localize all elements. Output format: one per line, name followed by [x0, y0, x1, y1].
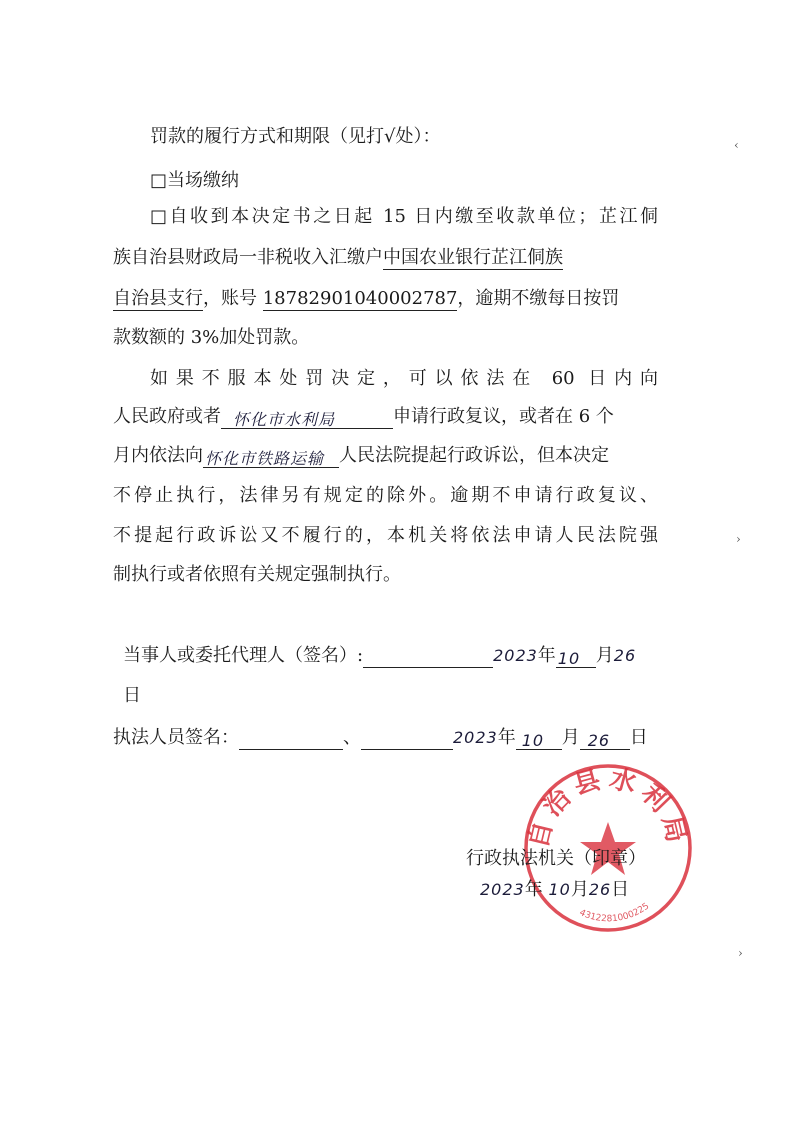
party-signature-row: [123, 644, 636, 668]
option-transfer-line-1: □自收到本决定书之日起 15 日内缴至收款单位；芷江侗: [150, 206, 658, 227]
seal-name: 自治县水利局: [523, 763, 693, 852]
scan-mark-3: ›: [738, 946, 743, 960]
scan-mark-1: ‹: [734, 138, 739, 152]
bank-name-part-2: 自治县支行: [113, 288, 203, 309]
authority-year-handwritten: 2023: [480, 880, 525, 899]
account-label: ，账号: [203, 288, 257, 309]
authority-date-row: [480, 878, 629, 902]
party-signature-blank: [363, 647, 493, 668]
officer-month-suffix: 月: [561, 727, 580, 748]
officer-signature-blank-1: [239, 729, 343, 750]
officer-year-suffix: 年: [497, 727, 516, 748]
party-year-suffix: 年: [537, 645, 556, 666]
authority-month-suffix: 月: [570, 879, 589, 900]
authority-month-handwritten: 10: [548, 880, 571, 899]
appeal-line-6: 制执行或者依照有关规定强制执行。: [113, 564, 401, 585]
officer-signature-blank-2: [361, 729, 453, 750]
officer-day-handwritten: 26: [580, 729, 630, 750]
authority-year-suffix: 年: [524, 879, 543, 900]
authority-seal-label: 行政执法机关（印章）: [466, 848, 646, 869]
officer-year-handwritten: 2023: [453, 728, 498, 747]
party-month-suffix: 月: [595, 645, 614, 666]
party-signature-label: 当事人或委托代理人（签名）:: [123, 645, 364, 666]
payment-heading: 罚款的履行方式和期限（见打√处）：: [150, 126, 441, 147]
appeal-line-3-suffix: 人民法院提起行政诉讼，但本决定: [339, 445, 609, 466]
appeal-line-1: 如果不服本处罚决定，可以依法在 60 日内向: [150, 368, 658, 389]
appeal-line-2-prefix: 人民政府或者: [113, 406, 221, 427]
appeal-line-3: [113, 444, 609, 468]
account-number: 18782901040002787: [262, 288, 458, 309]
option-transfer-line-2-text: 族自治县财政局一非税收入汇缴户: [113, 247, 383, 268]
party-year-handwritten: 2023: [493, 646, 538, 665]
officer-month-handwritten: 10: [516, 729, 562, 750]
appeal-line-3-prefix: 月内依法向: [113, 445, 203, 466]
review-body-handwritten: 怀化市水利局: [221, 408, 393, 429]
seal-code: 4312281000225: [577, 901, 652, 925]
court-name-handwritten: 怀化市铁路运输: [203, 447, 339, 468]
appeal-line-2-suffix: 申请行政复议，或者在 6 个: [393, 406, 614, 427]
authority-day-suffix: 日: [611, 879, 630, 900]
appeal-line-4: 不停止执行，法律另有规定的除外。逾期不申请行政复议、: [113, 485, 658, 506]
option-transfer-line-2: [113, 246, 658, 270]
officer-signature-label: 执法人员签名：: [113, 727, 239, 748]
appeal-line-5: 不提起行政诉讼又不履行的，本机关将依法申请人民法院强: [113, 525, 658, 546]
party-month-handwritten: 10: [556, 647, 596, 668]
party-day-handwritten: 26: [613, 646, 637, 665]
officer-day-suffix: 日: [629, 727, 648, 748]
bank-name-part-1: 中国农业银行芷江侗族: [383, 247, 563, 268]
officer-signature-row: [113, 726, 648, 750]
option-transfer-line-3: [113, 287, 619, 311]
party-day-suffix: 日: [123, 685, 141, 706]
officer-separator: 、: [343, 727, 361, 748]
scan-mark-2: ›: [736, 532, 741, 546]
authority-day-handwritten: 26: [588, 880, 612, 899]
option-transfer-line-3-tail: ，逾期不缴每日按罚: [457, 288, 620, 309]
option-onsite-payment: □当场缴纳: [150, 170, 240, 191]
option-transfer-line-4: 款数额的 3%加处罚款。: [113, 327, 310, 348]
appeal-line-2: [113, 405, 614, 429]
